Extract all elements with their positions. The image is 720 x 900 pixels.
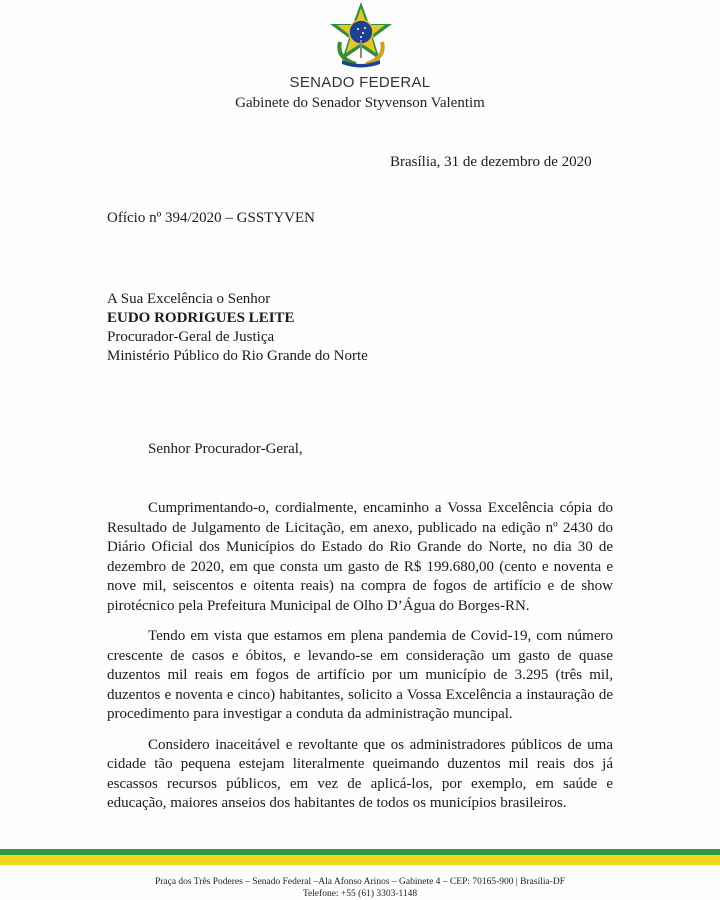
coat-of-arms-icon — [326, 2, 396, 68]
footer-phone: Telefone: +55 (61) 3303-1148 — [302, 889, 418, 899]
body-paragraph: Cumprimentando-o, cordialmente, encaminho a Vossa Excelência cópia do Resultado de Julgamento de Licitação, em anexo, publicado na edição nº 2430 do Diário Oficial dos Municípios do Estado do Rio Grande do Norte, no dia 30 de dezembro de 2020, em que consta um gasto de R$ 199.680,00 (cento e noventa e nove mil, seiscentos e oitenta reais) na compra de fogos de artifício e de show pirotécnico pela Prefeitura Municipal de Olho D’Água do Borges-RN. — [107, 500, 613, 614]
footer-address: Praça dos Três Poderes – Senado Federal –Ala Afonso Arinos – Gabinete 4 – CEP: 70165-900 | Brasília-DF — [154, 877, 566, 887]
footer — [0, 876, 720, 900]
body-paragraph: Tendo em vista que estamos em plena pandemia de Covid-19, com número crescente de casos e óbitos, e levando-se em consideração um gasto de quase duzentos mil reais em fogos de artifício por um município de 3.295 (três mil, duzentos e noventa e cinco) habitantes, solicito a Vossa Excelência a instauração de procedimento para investigar a conduta da administração muncipal. — [107, 628, 613, 722]
salutation: Senhor Procurador-Geral, — [148, 441, 303, 457]
recipient-title: A Sua Excelência o Senhor — [107, 291, 271, 307]
org-name: SENADO FEDERAL — [289, 74, 431, 91]
document-reference: Ofício nº 394/2020 – GSSTYVEN — [107, 210, 315, 226]
body-paragraph: Considero inaceitável e revoltante que os administradores públicos de uma cidade tão pequena estejam literalmente queimando duzentos mil reais dos já escassos recursos públicos, em vez de aplicá-los, por exemplo, em saúde e educação, maiores anseios dos habitantes de todos os municípios brasileiros. — [107, 736, 613, 811]
flag-color-bar — [0, 849, 720, 865]
recipient-position: Procurador-Geral de Justiça — [107, 329, 275, 345]
date-line: Brasília, 31 de dezembro de 2020 — [390, 154, 592, 170]
flag-yellow-stripe — [0, 855, 720, 865]
recipient-block — [107, 290, 368, 366]
office-name: Gabinete do Senador Styvenson Valentim — [235, 95, 485, 111]
recipient-institution: Ministério Público do Rio Grande do Norte — [107, 348, 368, 364]
recipient-name: EUDO RODRIGUES LEITE — [107, 310, 295, 326]
letter-body — [107, 499, 613, 825]
